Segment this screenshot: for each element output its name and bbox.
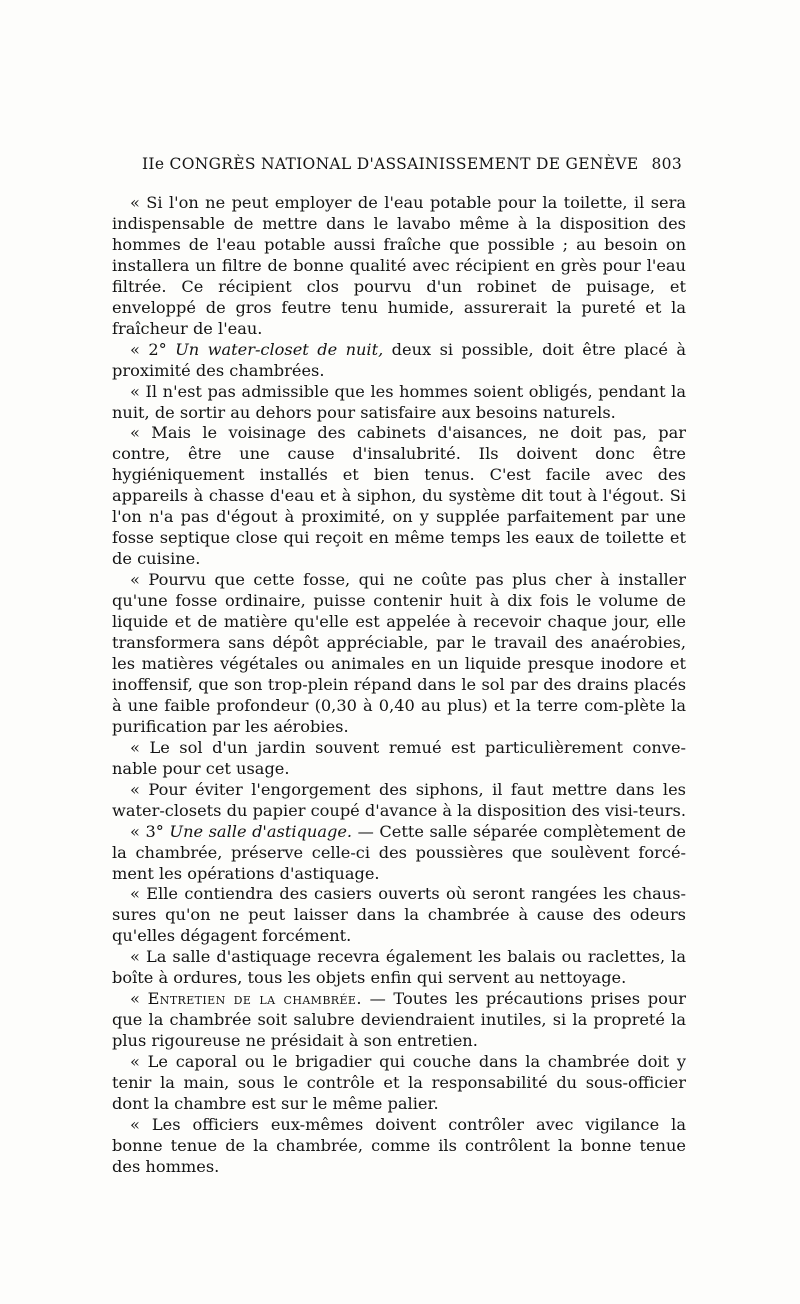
paragraph-lead: « 2° bbox=[130, 339, 176, 359]
paragraph: « La salle d'astiquage recevra également les balais ou raclettes, la boîte à ordures, tous les objets enfin qui servent au nettoyage. bbox=[112, 947, 686, 988]
paragraph: « Mais le voisinage des cabinets d'aisances, ne doit pas, par contre, être une cause d'insalubrité. Ils doivent donc être hygiéniquement installés et bien tenus. C'est facile avec des appareils à chasse d'eau et à siphon, du système dit tout à l'égout. Si l'on n'a pas d'égout à proximité, on y supplée parfaitement par une fosse septique close qui reçoit en même temps les eaux de toilette et de cuisine. bbox=[112, 423, 686, 569]
page-number: 803 bbox=[651, 155, 682, 173]
paragraph-lead: « 3° bbox=[130, 821, 170, 841]
paragraph bbox=[112, 822, 686, 885]
section-heading: Entretien de la chambrée. bbox=[147, 989, 362, 1009]
paragraph: « Il n'est pas admissible que les hommes soient obligés, pendant la nuit, de sortir au dehors pour satisfaire aux besoins naturels. bbox=[112, 381, 686, 422]
paragraph: « Elle contiendra des casiers ouverts où seront rangées les chaus-sures qu'on ne peut laisser dans la chambrée à cause des odeurs qu'elles dégagent forcément. bbox=[112, 884, 686, 946]
paragraph-text: — Toutes les précautions prises pour que la chambrée soit salubre deviendraient inutiles, si la propreté la plus rigoureuse ne présidait à son entretien. bbox=[112, 989, 686, 1051]
paragraph: « Si l'on ne peut employer de l'eau potable pour la toilette, il sera indispensable de mettre dans le lavabo même à la disposition des hommes de l'eau potable aussi fraîche que possible ; au besoin on installera un filtre de bonne qualité avec récipient en grès pour l'eau filtrée. Ce récipient clos pourvu d'un robinet de puisage, et enveloppé de gros feutre tenu humide, assurerait la pureté et la fraîcheur de l'eau. bbox=[112, 193, 686, 338]
section-heading: Une salle d'astiquage. bbox=[169, 821, 353, 841]
paragraph: « Le caporal ou le brigadier qui couche dans la chambrée doit y tenir la main, sous le contrôle et la responsabilité du sous-officier dont la chambre est sur le même palier. bbox=[112, 1052, 686, 1113]
paragraph: « Les officiers eux-mêmes doivent contrôler avec vigilance la bonne tenue de la chambrée, comme ils contrôlent la bonne tenue des hommes. bbox=[112, 1114, 686, 1176]
paragraph: « Pour éviter l'engorgement des siphons, il faut mettre dans les water-closets du papier coupé d'avance à la disposition des visi-teurs. bbox=[112, 779, 686, 820]
paragraph: « Pourvu que cette fosse, qui ne coûte pas plus cher à installer qu'une fosse ordinaire, puisse contenir huit à dix fois le volume de liquide et de matière qu'elle est appelée à recevoir chaque jour, elle transformera sans dépôt appréciable, par le travail des anaérobies, les matières végétales ou animales en un liquide presque inodore et inoffensif, que son trop-plein répand dans le sol par des drains placés à une faible profondeur (0,30 à 0,40 au plus) et la terre com-plète la purification par les aérobies. bbox=[112, 570, 686, 736]
paragraph bbox=[112, 989, 686, 1052]
paragraph-text: deux si possible, doit être placé à proximité des chambrées. bbox=[112, 339, 687, 380]
paragraph bbox=[112, 340, 686, 382]
section-heading: Un water-closet de nuit, bbox=[175, 339, 384, 359]
body-text bbox=[112, 193, 686, 1178]
paragraph-text: — Cette salle séparée complètement de la chambrée, préserve celle-ci des poussières que soulèvent forcé-ment les opérations d'astiquage. bbox=[112, 821, 687, 883]
running-head bbox=[142, 155, 682, 179]
paragraph: « Le sol d'un jardin souvent remué est particulièrement conve-nable pour cet usage. bbox=[112, 737, 686, 778]
running-head-title: IIe CONGRÈS NATIONAL D'ASSAINISSEMENT DE GENÈVE bbox=[142, 155, 639, 173]
paragraph-lead: « bbox=[130, 989, 148, 1009]
